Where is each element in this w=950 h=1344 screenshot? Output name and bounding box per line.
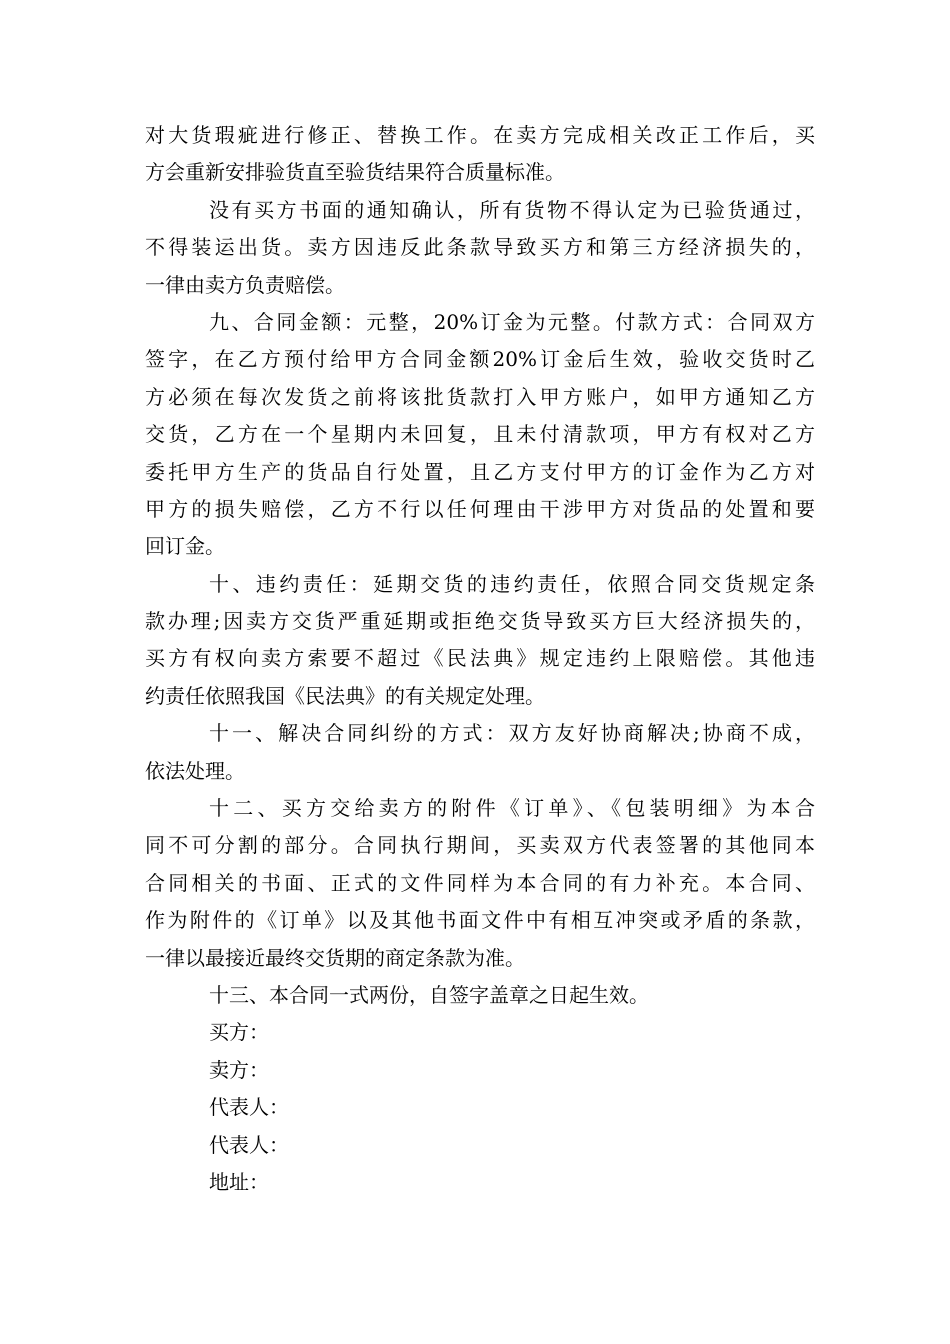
text-line: 依法处理。	[145, 758, 245, 783]
clause-12-attachments	[145, 790, 815, 977]
text-line: 一律由卖方负责赔偿。	[145, 272, 345, 297]
text-line: 回订金。	[145, 534, 225, 559]
text-line: 对大货瑕疵进行修正、替换工作。在卖方完成相关改正工作后，买	[145, 123, 815, 147]
text-line: 委托甲方生产的货品自行处置，且乙方支付甲方的订金作为乙方对	[145, 459, 815, 484]
address-label: 地址：	[209, 1169, 269, 1194]
signature-block	[145, 1014, 815, 1201]
text-line: 作为附件的《订单》以及其他书面文件中有相互冲突或矛盾的条款，	[145, 908, 815, 933]
text-line: 十三、本合同一式两份，自签字盖章之日起生效。	[209, 982, 649, 1007]
text-line: 一律以最接近最终交货期的商定条款为准。	[145, 945, 525, 970]
representative-label: 代表人：	[209, 1132, 289, 1157]
text-line: 甲方的损失赔偿，乙方不行以任何理由干涉甲方对货品的处置和要	[145, 496, 815, 521]
text-line: 十一、解决合同纠纷的方式：双方友好协商解决;协商不成，	[209, 721, 815, 746]
paragraph-inspection-confirmation	[145, 192, 815, 304]
text-line: 九、合同金额：元整，20%订金为元整。付款方式：合同双方	[209, 309, 815, 334]
text-line: 买方有权向卖方索要不超过《民法典》规定违约上限赔偿。其他违	[145, 646, 815, 671]
text-line: 款办理;因卖方交货严重延期或拒绝交货导致买方巨大经济损失的，	[145, 609, 815, 634]
text-line: 方会重新安排验货直至验货结果符合质量标准。	[145, 160, 565, 185]
text-line: 十二、买方交给卖方的附件《订单》、《包装明细》为本合	[209, 796, 815, 821]
paragraph-continued-defects	[145, 117, 815, 192]
text-line: 签字，在乙方预付给甲方合同金额20%订金后生效，验收交货时乙	[145, 347, 815, 372]
representative-label: 代表人：	[209, 1095, 289, 1120]
text-line: 合同相关的书面、正式的文件同样为本合同的有力补充。本合同、	[145, 870, 815, 895]
buyer-signature-label: 买方：	[209, 1020, 269, 1045]
text-line: 不得装运出货。卖方因违反此条款导致买方和第三方经济损失的，	[145, 235, 815, 260]
clause-11-dispute-resolution	[145, 715, 815, 790]
text-line: 十、违约责任：延期交货的违约责任，依照合同交货规定条	[209, 571, 815, 596]
text-line: 约责任依照我国《民法典》的有关规定处理。	[145, 683, 545, 708]
clause-10-breach-liability	[145, 566, 815, 716]
document-body	[145, 117, 815, 1201]
text-line: 交货，乙方在一个星期内未回复，且未付清款项，甲方有权对乙方	[145, 422, 815, 447]
seller-signature-label: 卖方：	[209, 1057, 269, 1082]
clause-9-contract-amount	[145, 304, 815, 566]
text-line: 没有买方书面的通知确认，所有货物不得认定为已验货通过，	[209, 197, 815, 222]
text-line: 同不可分割的部分。合同执行期间，买卖双方代表签署的其他同本	[145, 833, 815, 858]
text-line: 方必须在每次发货之前将该批货款打入甲方账户，如甲方通知乙方	[145, 384, 815, 409]
clause-13-effectiveness	[145, 977, 815, 1014]
